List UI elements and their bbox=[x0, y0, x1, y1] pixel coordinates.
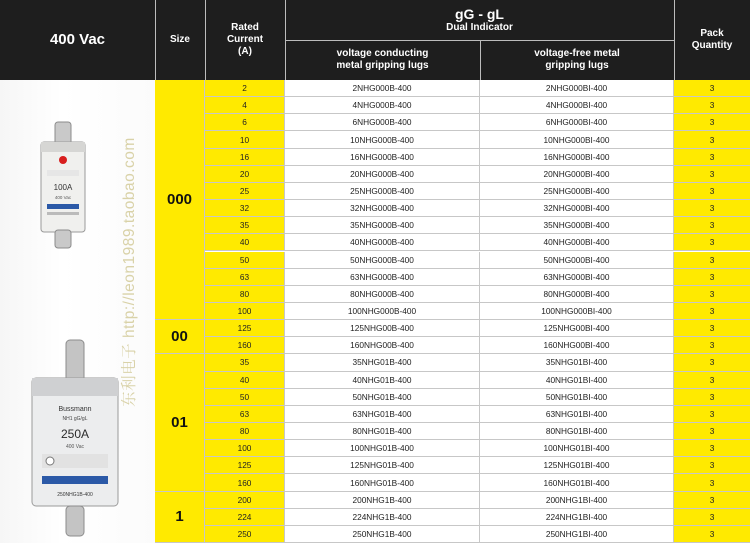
pack-quantity-cell: 3 bbox=[674, 474, 750, 491]
voltage-conducting-part-cell: 50NHG000B-400 bbox=[285, 252, 480, 269]
table-row bbox=[0, 80, 750, 97]
table-row bbox=[0, 474, 750, 491]
voltage-conducting-part-cell: 6NHG000B-400 bbox=[285, 114, 480, 131]
voltage-free-part-cell: 20NHG000BI-400 bbox=[480, 166, 674, 183]
rated-current-cell: 50 bbox=[205, 389, 285, 406]
pack-quantity-cell: 3 bbox=[674, 440, 750, 457]
table-row bbox=[0, 149, 750, 166]
table-row bbox=[0, 234, 750, 251]
rated-current-cell: 100 bbox=[205, 440, 285, 457]
pack-quantity-cell: 3 bbox=[674, 457, 750, 474]
rated-current-cell: 20 bbox=[205, 166, 285, 183]
voltage-conducting-part-cell: 16NHG000B-400 bbox=[285, 149, 480, 166]
voltage-free-part-cell: 6NHG000BI-400 bbox=[480, 114, 674, 131]
pack-quantity-cell: 3 bbox=[674, 406, 750, 423]
size-group-01: 01 bbox=[155, 354, 205, 491]
fuse-large-part: 250NHG1B-400 bbox=[57, 492, 93, 498]
pack-quantity-cell: 3 bbox=[674, 354, 750, 371]
pack-quantity-cell: 3 bbox=[674, 269, 750, 286]
rated-current-cell: 35 bbox=[205, 217, 285, 234]
rated-current-cell: 224 bbox=[205, 509, 285, 526]
voltage-conducting-part-cell: 200NHG1B-400 bbox=[285, 492, 480, 509]
voltage-conducting-part-cell: 125NHG00B-400 bbox=[285, 320, 480, 337]
table-row bbox=[0, 114, 750, 131]
voltage-free-part-cell: 100NHG000BI-400 bbox=[480, 303, 674, 320]
pack-quantity-header: Pack Quantity bbox=[674, 0, 750, 80]
voltage-free-part-cell: 50NHG01BI-400 bbox=[480, 389, 674, 406]
voltage-free-part-cell: 224NHG1BI-400 bbox=[480, 509, 674, 526]
table-row bbox=[0, 320, 750, 337]
voltage-conducting-part-cell: 125NHG01B-400 bbox=[285, 457, 480, 474]
pack-quantity-cell: 3 bbox=[674, 509, 750, 526]
pack-quantity-cell: 3 bbox=[674, 286, 750, 303]
voltage-free-part-cell: 40NHG000BI-400 bbox=[480, 234, 674, 251]
voltage-free-part-cell: 10NHG000BI-400 bbox=[480, 131, 674, 148]
voltage-conducting-part-cell: 35NHG01B-400 bbox=[285, 354, 480, 371]
table-row bbox=[0, 389, 750, 406]
pack-quantity-cell: 3 bbox=[674, 526, 750, 543]
class-header bbox=[285, 0, 674, 40]
table-body bbox=[0, 80, 750, 543]
voltage-conducting-part-cell: 50NHG01B-400 bbox=[285, 389, 480, 406]
voltage-conducting-part-cell: 63NHG000B-400 bbox=[285, 269, 480, 286]
voltage-conducting-part-cell: 2NHG000B-400 bbox=[285, 80, 480, 97]
rated-current-cell: 160 bbox=[205, 337, 285, 354]
voltage-conducting-part-cell: 160NHG00B-400 bbox=[285, 337, 480, 354]
voltage-free-part-cell: 100NHG01BI-400 bbox=[480, 440, 674, 457]
voltage-free-header: voltage-free metal gripping lugs bbox=[480, 40, 674, 80]
rated-current-cell: 40 bbox=[205, 234, 285, 251]
voltage-conducting-part-cell: 10NHG000B-400 bbox=[285, 131, 480, 148]
table-row bbox=[0, 337, 750, 354]
table-row bbox=[0, 457, 750, 474]
rated-current-cell: 32 bbox=[205, 200, 285, 217]
voltage-conducting-part-cell: 40NHG01B-400 bbox=[285, 372, 480, 389]
voltage-conducting-part-cell: 100NHG01B-400 bbox=[285, 440, 480, 457]
pack-quantity-cell: 3 bbox=[674, 320, 750, 337]
table-row bbox=[0, 217, 750, 234]
rated-current-cell: 100 bbox=[205, 303, 285, 320]
indicator-label: Dual Indicator bbox=[446, 22, 513, 33]
pack-quantity-cell: 3 bbox=[674, 114, 750, 131]
voltage-free-part-cell: 35NHG000BI-400 bbox=[480, 217, 674, 234]
voltage-free-part-cell: 125NHG01BI-400 bbox=[480, 457, 674, 474]
rated-current-cell: 80 bbox=[205, 286, 285, 303]
rated-current-cell: 200 bbox=[205, 492, 285, 509]
pack-quantity-cell: 3 bbox=[674, 97, 750, 114]
pack-quantity-cell: 3 bbox=[674, 200, 750, 217]
voltage-free-part-cell: 16NHG000BI-400 bbox=[480, 149, 674, 166]
voltage-free-part-cell: 35NHG01BI-400 bbox=[480, 354, 674, 371]
voltage-free-part-cell: 160NHG01BI-400 bbox=[480, 474, 674, 491]
voltage-conducting-part-cell: 25NHG000B-400 bbox=[285, 183, 480, 200]
fuse-large-rating: 250A bbox=[60, 427, 90, 441]
voltage-conducting-header: voltage conducting metal gripping lugs bbox=[285, 40, 480, 80]
rated-current-cell: 6 bbox=[205, 114, 285, 131]
voltage-conducting-part-cell: 32NHG000B-400 bbox=[285, 200, 480, 217]
voltage-free-part-cell: 50NHG000BI-400 bbox=[480, 252, 674, 269]
table-row bbox=[0, 423, 750, 440]
voltage-free-part-cell: 160NHG00BI-400 bbox=[480, 337, 674, 354]
rated-current-cell: 2 bbox=[205, 80, 285, 97]
table-row bbox=[0, 166, 750, 183]
rated-current-cell: 80 bbox=[205, 423, 285, 440]
fuse-large-model: NH1 gG/gL bbox=[62, 416, 88, 422]
pack-quantity-cell: 3 bbox=[674, 217, 750, 234]
voltage-conducting-part-cell: 35NHG000B-400 bbox=[285, 217, 480, 234]
voltage-conducting-part-cell: 160NHG01B-400 bbox=[285, 474, 480, 491]
rated-current-cell: 63 bbox=[205, 406, 285, 423]
table-row bbox=[0, 354, 750, 371]
table-row bbox=[0, 131, 750, 148]
voltage-free-part-cell: 2NHG000BI-400 bbox=[480, 80, 674, 97]
size-header: Size bbox=[155, 0, 205, 80]
voltage-conducting-part-cell: 80NHG01B-400 bbox=[285, 423, 480, 440]
table-row bbox=[0, 183, 750, 200]
pack-quantity-cell: 3 bbox=[674, 166, 750, 183]
pack-quantity-cell: 3 bbox=[674, 131, 750, 148]
rated-current-cell: 63 bbox=[205, 269, 285, 286]
pack-quantity-cell: 3 bbox=[674, 492, 750, 509]
table-row bbox=[0, 526, 750, 543]
fuse-small-voltage: 400 Vac bbox=[54, 195, 72, 200]
voltage-free-part-cell: 200NHG1BI-400 bbox=[480, 492, 674, 509]
voltage-conducting-part-cell: 80NHG000B-400 bbox=[285, 286, 480, 303]
table-row bbox=[0, 406, 750, 423]
voltage-free-part-cell: 80NHG01BI-400 bbox=[480, 423, 674, 440]
pack-quantity-cell: 3 bbox=[674, 423, 750, 440]
pack-quantity-cell: 3 bbox=[674, 149, 750, 166]
pack-quantity-cell: 3 bbox=[674, 80, 750, 97]
voltage-free-part-cell: 32NHG000BI-400 bbox=[480, 200, 674, 217]
table-row bbox=[0, 200, 750, 217]
voltage-free-part-cell: 25NHG000BI-400 bbox=[480, 183, 674, 200]
table-row bbox=[0, 286, 750, 303]
rated-current-cell: 40 bbox=[205, 372, 285, 389]
fuse-large-voltage: 400 Vac bbox=[66, 444, 84, 450]
rated-current-cell: 50 bbox=[205, 252, 285, 269]
size-group-00: 00 bbox=[155, 320, 205, 354]
pack-quantity-cell: 3 bbox=[674, 389, 750, 406]
fuse-large-brand: Bussmann bbox=[58, 406, 92, 413]
pack-quantity-cell: 3 bbox=[674, 252, 750, 269]
table-row bbox=[0, 372, 750, 389]
table-row bbox=[0, 440, 750, 457]
table-row bbox=[0, 492, 750, 509]
voltage-conducting-part-cell: 100NHG000B-400 bbox=[285, 303, 480, 320]
rated-current-cell: 160 bbox=[205, 474, 285, 491]
pack-quantity-cell: 3 bbox=[674, 303, 750, 320]
voltage-conducting-part-cell: 4NHG000B-400 bbox=[285, 97, 480, 114]
voltage-free-part-cell: 250NHG1BI-400 bbox=[480, 526, 674, 543]
voltage-free-part-cell: 80NHG000BI-400 bbox=[480, 286, 674, 303]
voltage-free-part-cell: 40NHG01BI-400 bbox=[480, 372, 674, 389]
rated-current-cell: 10 bbox=[205, 131, 285, 148]
table-row bbox=[0, 303, 750, 320]
rated-current-cell: 125 bbox=[205, 320, 285, 337]
rated-current-cell: 25 bbox=[205, 183, 285, 200]
rated-current-cell: 16 bbox=[205, 149, 285, 166]
table-row bbox=[0, 97, 750, 114]
size-group-1: 1 bbox=[155, 492, 205, 543]
class-label: gG - gL bbox=[455, 6, 504, 22]
voltage-conducting-part-cell: 250NHG1B-400 bbox=[285, 526, 480, 543]
size-group-000: 000 bbox=[155, 80, 205, 320]
watermark: 东利电子 http://leon1989.taobao.com bbox=[121, 137, 138, 407]
voltage-conducting-part-cell: 20NHG000B-400 bbox=[285, 166, 480, 183]
table-row bbox=[0, 269, 750, 286]
voltage-free-part-cell: 63NHG01BI-400 bbox=[480, 406, 674, 423]
voltage-free-part-cell: 4NHG000BI-400 bbox=[480, 97, 674, 114]
rated-current-header: Rated Current (A) bbox=[205, 0, 285, 80]
table-row bbox=[0, 252, 750, 269]
pack-quantity-cell: 3 bbox=[674, 337, 750, 354]
pack-quantity-cell: 3 bbox=[674, 372, 750, 389]
voltage-conducting-part-cell: 63NHG01B-400 bbox=[285, 406, 480, 423]
rated-current-cell: 35 bbox=[205, 354, 285, 371]
voltage-conducting-part-cell: 224NHG1B-400 bbox=[285, 509, 480, 526]
voltage-free-part-cell: 63NHG000BI-400 bbox=[480, 269, 674, 286]
rated-current-cell: 250 bbox=[205, 526, 285, 543]
pack-quantity-cell: 3 bbox=[674, 234, 750, 251]
pack-quantity-cell: 3 bbox=[674, 183, 750, 200]
rated-current-cell: 125 bbox=[205, 457, 285, 474]
voltage-free-part-cell: 125NHG00BI-400 bbox=[480, 320, 674, 337]
voltage-header: 400 Vac bbox=[0, 0, 155, 80]
table-row bbox=[0, 509, 750, 526]
fuse-small-rating: 100A bbox=[53, 183, 73, 192]
voltage-conducting-part-cell: 40NHG000B-400 bbox=[285, 234, 480, 251]
rated-current-cell: 4 bbox=[205, 97, 285, 114]
